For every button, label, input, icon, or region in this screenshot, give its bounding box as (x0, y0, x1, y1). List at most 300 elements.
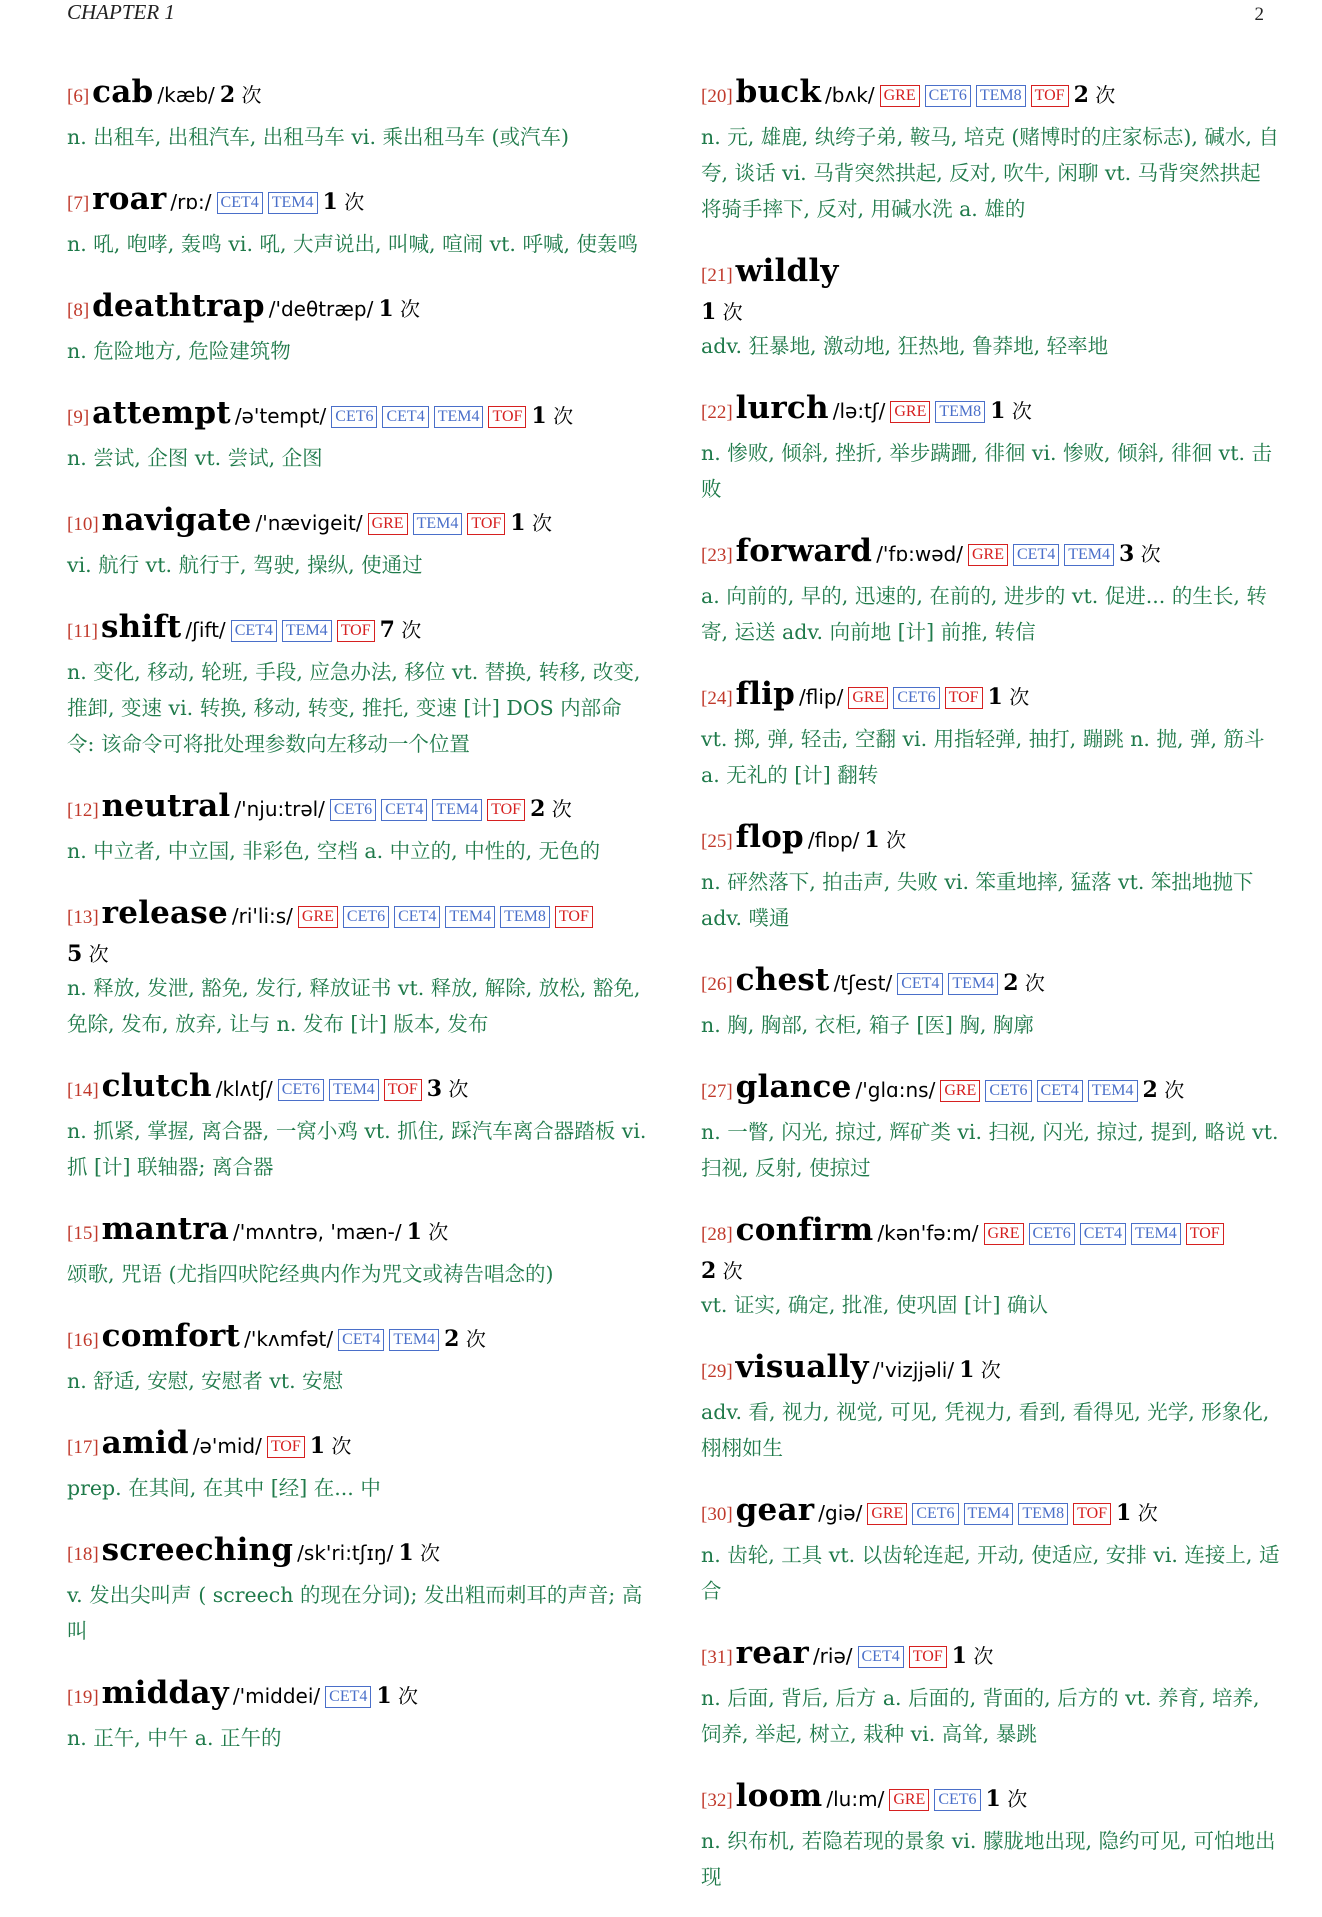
phonetic: /bʌk/ (825, 83, 875, 107)
headword-line (67, 70, 647, 119)
entry-index: [24] (701, 688, 733, 709)
phonetic: /ə'mid/ (192, 1434, 262, 1458)
headword: roar (92, 181, 167, 217)
vocab-entry (701, 815, 1281, 936)
count-number: 2 (219, 82, 236, 108)
headword: gear (735, 1492, 815, 1528)
right-column (701, 70, 1281, 1917)
count-unit: 次 (722, 300, 743, 324)
vocab-entry (701, 386, 1281, 507)
occurrence-count (988, 685, 1030, 709)
entry-index: [31] (701, 1647, 733, 1668)
occurrence-count (220, 83, 262, 107)
exam-tag: TEM4 (329, 1079, 379, 1101)
exam-tag: TEM8 (935, 401, 985, 423)
occurrence-count (378, 297, 420, 321)
phonetic: /tʃest/ (833, 971, 893, 995)
exam-tag: TOF (945, 687, 983, 709)
vocab-entry (701, 958, 1281, 1043)
exam-tag: TEM4 (1064, 544, 1114, 566)
headword-line (67, 605, 647, 654)
phonetic: /flip/ (799, 685, 844, 709)
headword-line (67, 1528, 647, 1577)
entry-index: [19] (67, 1687, 99, 1708)
headword-line (67, 1421, 647, 1470)
count-unit: 次 (465, 1327, 486, 1351)
phonetic: /'mʌntrə, 'mæn-/ (233, 1220, 402, 1244)
headword: comfort (101, 1318, 241, 1354)
definition: n. 尝试, 企图 vt. 尝试, 企图 (67, 446, 323, 470)
vocab-entry (67, 605, 647, 762)
vocab-entry (67, 1671, 647, 1756)
definition: adv. 狂暴地, 激动地, 狂热地, 鲁莽地, 轻率地 (701, 334, 1109, 358)
exam-tag: TOF (909, 1646, 947, 1668)
occurrence-count (701, 1259, 743, 1283)
exam-tag: GRE (968, 544, 1008, 566)
definition: n. 惨败, 倾斜, 挫折, 举步蹒跚, 徘徊 vi. 惨败, 倾斜, 徘徊 vt. 击败 (701, 441, 1272, 501)
definition: n. 危险地方, 危险建筑物 (67, 339, 291, 363)
vocab-entry (67, 177, 647, 262)
count-unit: 次 (420, 1541, 441, 1565)
count-unit: 次 (722, 1259, 743, 1283)
headword: wildly (735, 253, 839, 289)
count-unit: 次 (398, 1684, 419, 1708)
vocab-entry (701, 1208, 1281, 1323)
phonetic: /'glɑ:ns/ (855, 1078, 936, 1102)
definition: vt. 掷, 弹, 轻击, 空翻 vi. 用指轻弹, 抽打, 蹦跳 n. 抛, 弹, 筋斗 a. 无礼的 [计] 翻转 (701, 727, 1265, 787)
entry-index: [17] (67, 1437, 99, 1458)
count-unit: 次 (1007, 1787, 1028, 1811)
count-unit: 次 (400, 297, 420, 321)
entry-index: [30] (701, 1504, 733, 1525)
exam-tag: GRE (298, 906, 338, 928)
vocab-entry (67, 1421, 647, 1506)
headword-line (701, 672, 1281, 721)
definition: n. 砰然落下, 拍击声, 失败 vi. 笨重地摔, 猛落 vt. 笨拙地抛下 adv. 噗通 (701, 870, 1254, 930)
occurrence-count (1116, 1501, 1158, 1525)
headword: rear (735, 1635, 809, 1671)
count-unit: 次 (980, 1358, 1001, 1382)
occurrence-count (1074, 83, 1116, 107)
exam-tag: CET4 (394, 906, 440, 928)
definition: 颂歌, 咒语 (尤指四吠陀经典内作为咒文或祷告唱念的) (67, 1262, 554, 1286)
vocab-entry (67, 284, 647, 369)
definition: n. 出租车, 出租汽车, 出租马车 vi. 乘出租马车 (或汽车) (67, 125, 569, 149)
definition: adv. 看, 视力, 视觉, 可见, 凭视力, 看到, 看得见, 光学, 形象化, 栩栩如生 (701, 1400, 1270, 1460)
count-number: 2 (530, 796, 546, 822)
phonetic: /'middei/ (232, 1684, 321, 1708)
entry-index: [11] (67, 621, 98, 642)
headword-line (67, 891, 647, 940)
exam-tag: TOF (555, 906, 593, 928)
headword: visually (735, 1349, 869, 1385)
occurrence-count (323, 190, 365, 214)
count-unit: 次 (401, 618, 422, 642)
entry-index: [14] (67, 1080, 99, 1101)
entry-index: [29] (701, 1361, 733, 1382)
headword-line (701, 1631, 1281, 1680)
count-unit: 次 (1137, 1501, 1158, 1525)
definition: vt. 证实, 确定, 批准, 使巩固 [计] 确认 (701, 1293, 1048, 1317)
vocab-entry (701, 1065, 1281, 1186)
occurrence-count (864, 828, 906, 852)
exam-tag: TOF (1031, 85, 1069, 107)
vocab-entry (67, 498, 647, 583)
definition: n. 中立者, 中立国, 非彩色, 空档 a. 中立的, 中性的, 无色的 (67, 839, 601, 863)
phonetic: /'kʌmfət/ (244, 1327, 334, 1351)
headword-line (701, 70, 1281, 119)
exam-tag: CET6 (985, 1080, 1031, 1102)
count-line (67, 940, 647, 970)
exam-tag: TOF (487, 799, 525, 821)
count-unit: 次 (973, 1644, 994, 1668)
definition: n. 一瞥, 闪光, 掠过, 辉矿类 vi. 扫视, 闪光, 掠过, 提到, 略说 vt. 扫视, 反射, 使掠过 (701, 1120, 1279, 1180)
entry-index: [25] (701, 831, 733, 852)
phonetic: /'vizjjəli/ (872, 1358, 955, 1382)
headword: glance (735, 1069, 852, 1105)
occurrence-count (530, 797, 572, 821)
exam-tag: GRE (984, 1223, 1024, 1245)
headword-line (67, 1671, 647, 1720)
occurrence-count (1119, 542, 1161, 566)
page-header (67, 0, 1264, 30)
phonetic: /kən'fə:m/ (877, 1221, 979, 1245)
exam-tag: GRE (890, 401, 930, 423)
exam-tag: GRE (880, 85, 920, 107)
headword: attempt (92, 395, 231, 431)
count-number: 3 (426, 1076, 443, 1102)
headword: flop (735, 819, 804, 855)
left-column (67, 70, 647, 1778)
count-line (701, 1257, 1281, 1287)
exam-tag: TOF (467, 513, 505, 535)
headword-line (67, 784, 647, 833)
count-unit: 次 (88, 942, 109, 966)
exam-tag: GRE (368, 513, 408, 535)
exam-tag: GRE (889, 1789, 929, 1811)
count-unit: 次 (1140, 542, 1161, 566)
exam-tag: CET6 (912, 1503, 958, 1525)
exam-tag: CET4 (325, 1686, 371, 1708)
headword-line (701, 1488, 1281, 1537)
count-unit: 次 (551, 797, 572, 821)
exam-tag: CET6 (893, 687, 939, 709)
exam-tag: TEM4 (948, 973, 998, 995)
headword-line (701, 815, 1281, 864)
exam-tag: CET4 (382, 406, 428, 428)
count-number: 1 (406, 1219, 422, 1245)
exam-tag: TEM4 (413, 513, 463, 535)
headword: loom (735, 1778, 823, 1814)
headword-line (67, 1064, 647, 1113)
count-number: 2 (1142, 1077, 1158, 1103)
phonetic: /ʃift/ (185, 618, 226, 642)
exam-tag: TEM4 (1131, 1223, 1181, 1245)
exam-tag: TOF (1073, 1503, 1111, 1525)
count-number: 1 (951, 1643, 967, 1669)
phonetic: /sk'ri:tʃɪŋ/ (297, 1541, 394, 1565)
exam-tag: CET4 (338, 1329, 384, 1351)
headword: lurch (735, 390, 829, 426)
exam-tag: CET6 (331, 406, 377, 428)
headword-line (701, 1065, 1281, 1114)
definition: n. 齿轮, 工具 vt. 以齿轮连起, 开动, 使适应, 安排 vi. 连接上, 适合 (701, 1543, 1280, 1603)
count-unit: 次 (886, 828, 907, 852)
exam-tag: TOF (1186, 1223, 1224, 1245)
vocab-entry (701, 1631, 1281, 1752)
vocab-entry (67, 891, 647, 1042)
exam-tag: CET4 (1013, 544, 1059, 566)
occurrence-count (376, 1684, 418, 1708)
count-unit: 次 (331, 1434, 352, 1458)
exam-tag: CET4 (1080, 1223, 1126, 1245)
phonetic: /ri'li:s/ (231, 904, 293, 928)
count-line (701, 298, 1281, 328)
count-number: 1 (398, 1540, 414, 1566)
headword: confirm (735, 1212, 874, 1248)
count-unit: 次 (448, 1077, 469, 1101)
count-number: 1 (510, 510, 526, 536)
entry-index: [7] (67, 193, 90, 214)
vocab-entry (67, 1528, 647, 1649)
occurrence-count (952, 1644, 994, 1668)
vocab-entry (67, 1064, 647, 1185)
count-number: 1 (1116, 1500, 1132, 1526)
definition: n. 变化, 移动, 轮班, 手段, 应急办法, 移位 vt. 替换, 转移, 改变, 推卸, 变速 vi. 转换, 移动, 转变, 推托, 变速 [计] DOS 内部命令: 该命令可将批处理参数向左移动一个位置 (67, 660, 641, 756)
occurrence-count (959, 1358, 1001, 1382)
headword-line (701, 1208, 1281, 1257)
headword: amid (101, 1425, 189, 1461)
definition: n. 释放, 发泄, 豁免, 发行, 释放证书 vt. 释放, 解除, 放松, 豁免, 免除, 发布, 放弃, 让与 n. 发布 [计] 版本, 发布 (67, 976, 641, 1036)
headword-line (701, 529, 1281, 578)
headword-line (701, 386, 1281, 435)
count-unit: 次 (531, 511, 552, 535)
headword-line (701, 249, 1281, 298)
phonetic: /giə/ (818, 1501, 863, 1525)
occurrence-count (510, 511, 552, 535)
entry-index: [28] (701, 1224, 733, 1245)
count-unit: 次 (553, 404, 574, 428)
count-number: 1 (701, 299, 717, 325)
definition: v. 发出尖叫声 ( screech 的现在分词); 发出粗而刺耳的声音; 高叫 (67, 1583, 643, 1643)
count-unit: 次 (1095, 83, 1116, 107)
entry-index: [18] (67, 1544, 99, 1565)
chapter-title: CHAPTER 1 (67, 0, 175, 24)
definition: n. 抓紧, 掌握, 离合器, 一窝小鸡 vt. 抓住, 踩汽车离合器踏板 vi. 抓 [计] 联轴器; 离合器 (67, 1119, 647, 1179)
headword: midday (101, 1675, 229, 1711)
entry-index: [32] (701, 1790, 733, 1811)
vocab-entry (67, 1314, 647, 1399)
vocab-entry (67, 784, 647, 869)
count-number: 1 (531, 403, 547, 429)
headword: navigate (101, 502, 252, 538)
exam-tag: GRE (848, 687, 888, 709)
headword: forward (735, 533, 873, 569)
headword: flip (735, 676, 796, 712)
entry-index: [8] (67, 300, 90, 321)
occurrence-count (986, 1787, 1028, 1811)
vocab-entry (67, 1207, 647, 1292)
count-number: 1 (864, 827, 880, 853)
vocab-entry (701, 249, 1281, 364)
exam-tag: TOF (384, 1079, 422, 1101)
occurrence-count (380, 618, 422, 642)
exam-tag: TEM4 (389, 1329, 439, 1351)
entry-index: [27] (701, 1081, 733, 1102)
definition: vi. 航行 vt. 航行于, 驾驶, 操纵, 使通过 (67, 553, 423, 577)
occurrence-count (531, 404, 573, 428)
occurrence-count (427, 1077, 469, 1101)
entry-index: [9] (67, 407, 90, 428)
phonetic: /kæb/ (157, 83, 215, 107)
exam-tag: TOF (337, 620, 375, 642)
count-unit: 次 (1024, 971, 1045, 995)
exam-tag: TEM4 (445, 906, 495, 928)
count-unit: 次 (428, 1220, 449, 1244)
vocab-entry (701, 1345, 1281, 1466)
entry-index: [26] (701, 974, 733, 995)
definition: prep. 在其间, 在其中 [经] 在... 中 (67, 1476, 381, 1500)
headword: mantra (101, 1211, 230, 1247)
occurrence-count (1003, 971, 1045, 995)
headword-line (67, 1314, 647, 1363)
entry-index: [21] (701, 265, 733, 286)
count-number: 1 (378, 296, 394, 322)
definition: n. 元, 雄鹿, 纨绔子弟, 鞍马, 培克 (赌博时的庄家标志), 碱水, 自夸, 谈话 vi. 马背突然拱起, 反对, 吹牛, 闲聊 vt. 马背突然拱起将骑手摔下, 反对, 用碱水洗 a. 雄的 (701, 125, 1279, 221)
count-number: 2 (444, 1326, 460, 1352)
definition: n. 后面, 背后, 后方 a. 后面的, 背面的, 后方的 vt. 养育, 培养, 饲养, 举起, 树立, 栽种 vi. 高耸, 暴跳 (701, 1686, 1260, 1746)
count-number: 2 (1003, 970, 1019, 996)
entry-index: [23] (701, 545, 733, 566)
occurrence-count (310, 1434, 352, 1458)
occurrence-count (1143, 1078, 1185, 1102)
exam-tag: TEM8 (500, 906, 550, 928)
definition: n. 吼, 咆哮, 轰鸣 vi. 吼, 大声说出, 叫喊, 喧闹 vt. 呼喊, 使轰鸣 (67, 232, 638, 256)
exam-tag: TEM8 (976, 85, 1026, 107)
count-number: 1 (987, 684, 1003, 710)
occurrence-count (67, 942, 109, 966)
exam-tag: TEM4 (282, 620, 332, 642)
exam-tag: GRE (940, 1080, 980, 1102)
occurrence-count (444, 1327, 486, 1351)
headword: clutch (101, 1068, 212, 1104)
headword-line (67, 1207, 647, 1256)
phonetic: /rɒ:/ (170, 190, 212, 214)
exam-tag: TEM4 (434, 406, 484, 428)
exam-tag: CET6 (343, 906, 389, 928)
count-number: 1 (309, 1433, 326, 1459)
exam-tag: GRE (867, 1503, 907, 1525)
entry-index: [22] (701, 402, 733, 423)
exam-tag: CET6 (934, 1789, 980, 1811)
exam-tag: CET6 (278, 1079, 324, 1101)
headword: neutral (101, 788, 231, 824)
vocab-entry (701, 1774, 1281, 1895)
occurrence-count (398, 1541, 440, 1565)
count-unit: 次 (1164, 1078, 1185, 1102)
occurrence-count (407, 1220, 449, 1244)
headword-line (701, 1345, 1281, 1394)
headword-line (67, 177, 647, 226)
entry-index: [15] (67, 1223, 99, 1244)
headword-line (701, 1774, 1281, 1823)
exam-tag: CET6 (1029, 1223, 1075, 1245)
exam-tag: TOF (488, 406, 526, 428)
count-number: 2 (701, 1258, 717, 1284)
headword: buck (735, 74, 822, 110)
entry-index: [12] (67, 800, 99, 821)
definition: a. 向前的, 早的, 迅速的, 在前的, 进步的 vt. 促进... 的生长, 转寄, 运送 adv. 向前地 [计] 前推, 转信 (701, 584, 1267, 644)
entry-index: [20] (701, 86, 733, 107)
occurrence-count (990, 399, 1032, 423)
exam-tag: CET4 (1037, 1080, 1083, 1102)
count-number: 1 (959, 1357, 975, 1383)
phonetic: /lə:tʃ/ (832, 399, 886, 423)
count-number: 1 (990, 398, 1006, 424)
definition: n. 织布机, 若隐若现的景象 vi. 朦胧地出现, 隐约可见, 可怕地出现 (701, 1829, 1276, 1889)
headword: screeching (101, 1532, 294, 1568)
exam-tag: CET4 (858, 1646, 904, 1668)
phonetic: /klʌtʃ/ (215, 1077, 273, 1101)
vocab-entry (701, 529, 1281, 650)
phonetic: /'fɒ:wəd/ (876, 542, 963, 566)
vocab-entry (701, 672, 1281, 793)
phonetic: /riə/ (812, 1644, 853, 1668)
count-number: 1 (985, 1786, 1001, 1812)
vocab-entry (701, 1488, 1281, 1609)
count-number: 7 (379, 617, 395, 643)
count-number: 3 (1119, 541, 1135, 567)
exam-tag: CET4 (897, 973, 943, 995)
count-unit: 次 (344, 190, 365, 214)
vocab-entry (701, 70, 1281, 227)
occurrence-count (701, 300, 743, 324)
definition: n. 正午, 中午 a. 正午的 (67, 1726, 282, 1750)
headword: chest (735, 962, 830, 998)
count-number: 5 (67, 941, 83, 967)
exam-tag: TEM8 (1018, 1503, 1068, 1525)
phonetic: /'nævigeit/ (255, 511, 363, 535)
count-unit: 次 (1009, 685, 1030, 709)
phonetic: /flɒp/ (807, 828, 860, 852)
definition: n. 胸, 胸部, 衣柜, 箱子 [医] 胸, 胸廓 (701, 1013, 1034, 1037)
entry-index: [13] (67, 907, 99, 928)
page-number: 2 (1254, 4, 1264, 25)
exam-tag: TOF (267, 1436, 305, 1458)
definition: n. 舒适, 安慰, 安慰者 vt. 安慰 (67, 1369, 344, 1393)
headword: shift (100, 609, 182, 645)
phonetic: /'deθtræp/ (268, 297, 374, 321)
headword-line (67, 498, 647, 547)
exam-tag: TEM4 (268, 192, 318, 214)
headword-line (701, 958, 1281, 1007)
count-number: 1 (322, 189, 338, 215)
headword: cab (92, 74, 154, 110)
exam-tag: CET6 (330, 799, 376, 821)
exam-tag: CET4 (217, 192, 263, 214)
count-unit: 次 (241, 83, 262, 107)
exam-tag: CET4 (231, 620, 277, 642)
entry-index: [16] (67, 1330, 99, 1351)
exam-tag: TEM4 (1088, 1080, 1138, 1102)
phonetic: /lu:m/ (826, 1787, 885, 1811)
exam-tag: TEM4 (964, 1503, 1014, 1525)
entry-index: [10] (67, 514, 99, 535)
count-number: 2 (1073, 82, 1089, 108)
phonetic: /ə'tempt/ (234, 404, 327, 428)
headword-line (67, 391, 647, 440)
phonetic: /'nju:trəl/ (234, 797, 325, 821)
